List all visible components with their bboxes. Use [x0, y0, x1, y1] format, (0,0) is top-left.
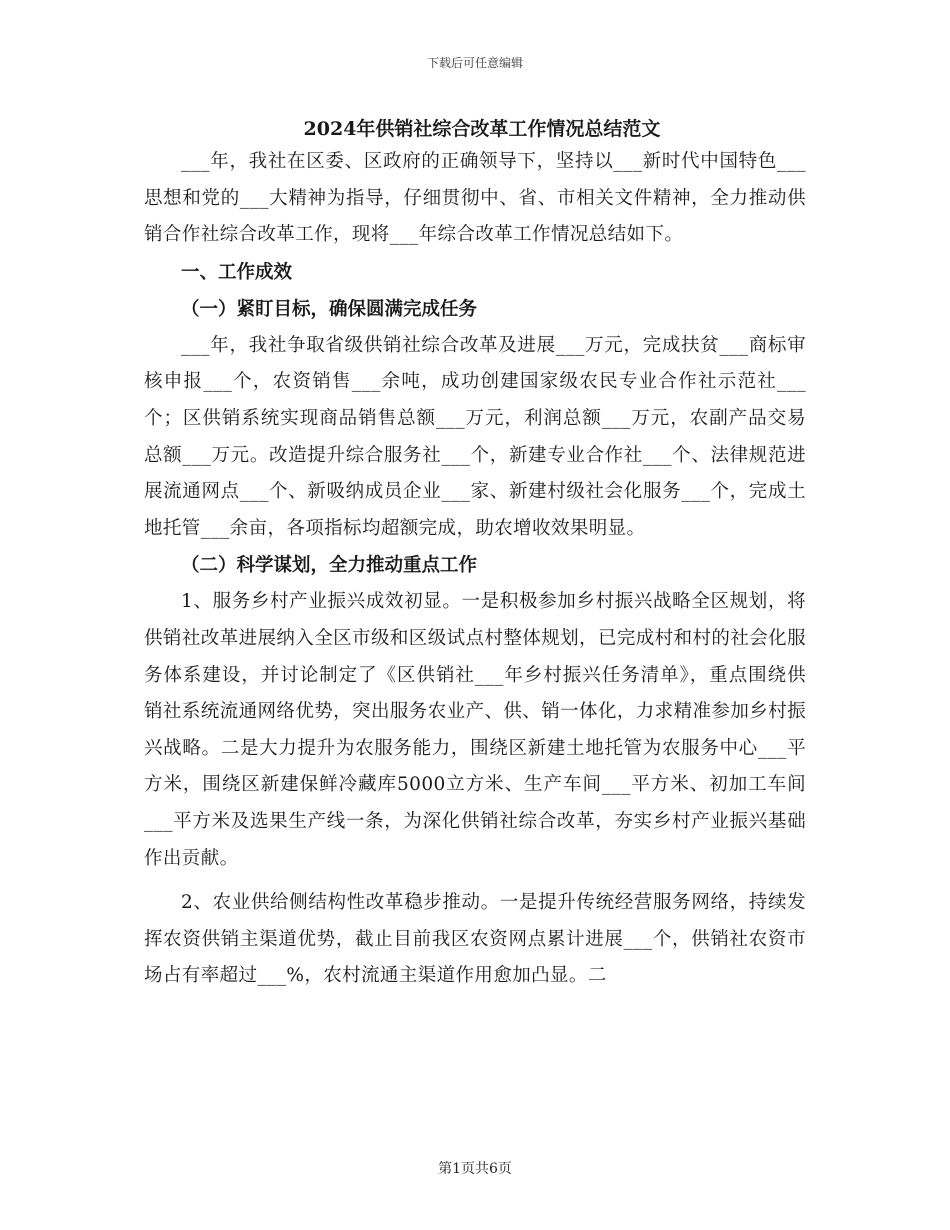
subsection-heading-2: （二）科学谋划，全力推动重点工作: [181, 555, 478, 577]
item-2-paragraph: 2、农业供给侧结构性改革稳步推动。一是提升传统经营服务网络，持续发挥农资供销主渠道优势，截止目前我区农资网点累计进展___个，供销社农资市场占有率超过___%，农村流通主渠道作用愈加凸显。二: [144, 892, 806, 987]
item-1-paragraph: 1、服务乡村产业振兴成效初显。一是积极参加乡村振兴战略全区规划，将供销社改革进展纳入全区市级和区级试点村整体规划，已完成村和村的社会化服务体系建设，并讨论制定了《区供销社___年乡村振兴任务清单》，重点围绕供销社系统流通网络优势，突出服务农业产、供、销一体化，力求精准参加乡村振兴战略。二是大力提升为农服务能力，围绕区新建土地托管为农服务中心___平方米，围绕区新建保鲜冷藏库5000立方米、生产车间___平方米、初加工车间___平方米及选果生产线一条，为深化供销社综合改革，夯实乡村产业振兴基础作出贡献。: [144, 591, 806, 869]
intro-paragraph: ___年，我社在区委、区政府的正确领导下，坚持以___新时代中国特色___思想和党的___大精神为指导，仔细贯彻中、省、市相关文件精神，全力推动供销合作社综合改革工作，现将___年综合改革工作情况总结如下。: [144, 151, 806, 246]
page-number: 第1页共6页: [438, 1161, 512, 1177]
subsection-1-paragraph: ___年，我社争取省级供销社综合改革及进展___万元，完成扶贫___商标审核申报___个，农资销售___余吨，成功创建国家级农民专业合作社示范社___个；区供销系统实现商品销售总额___万元，利润总额___万元，农副产品交易总额___万元。改造提升综合服务社___个，新建专业合作社___个、法律规范进展流通网点___个、新吸纳成员企业___家、新建村级社会化服务___个，完成土地托管___余亩，各项指标均超额完成，助农增收效果明显。: [144, 334, 806, 539]
subsection-heading-1: （一）紧盯目标，确保圆满完成任务: [181, 298, 478, 320]
document-title: 2024年供销社综合改革工作情况总结范文: [303, 118, 661, 140]
section-heading-work-results: 一、工作成效: [181, 261, 293, 283]
document-body: [144, 114, 806, 995]
page-header-note: 下载后可任意编辑: [426, 56, 523, 70]
